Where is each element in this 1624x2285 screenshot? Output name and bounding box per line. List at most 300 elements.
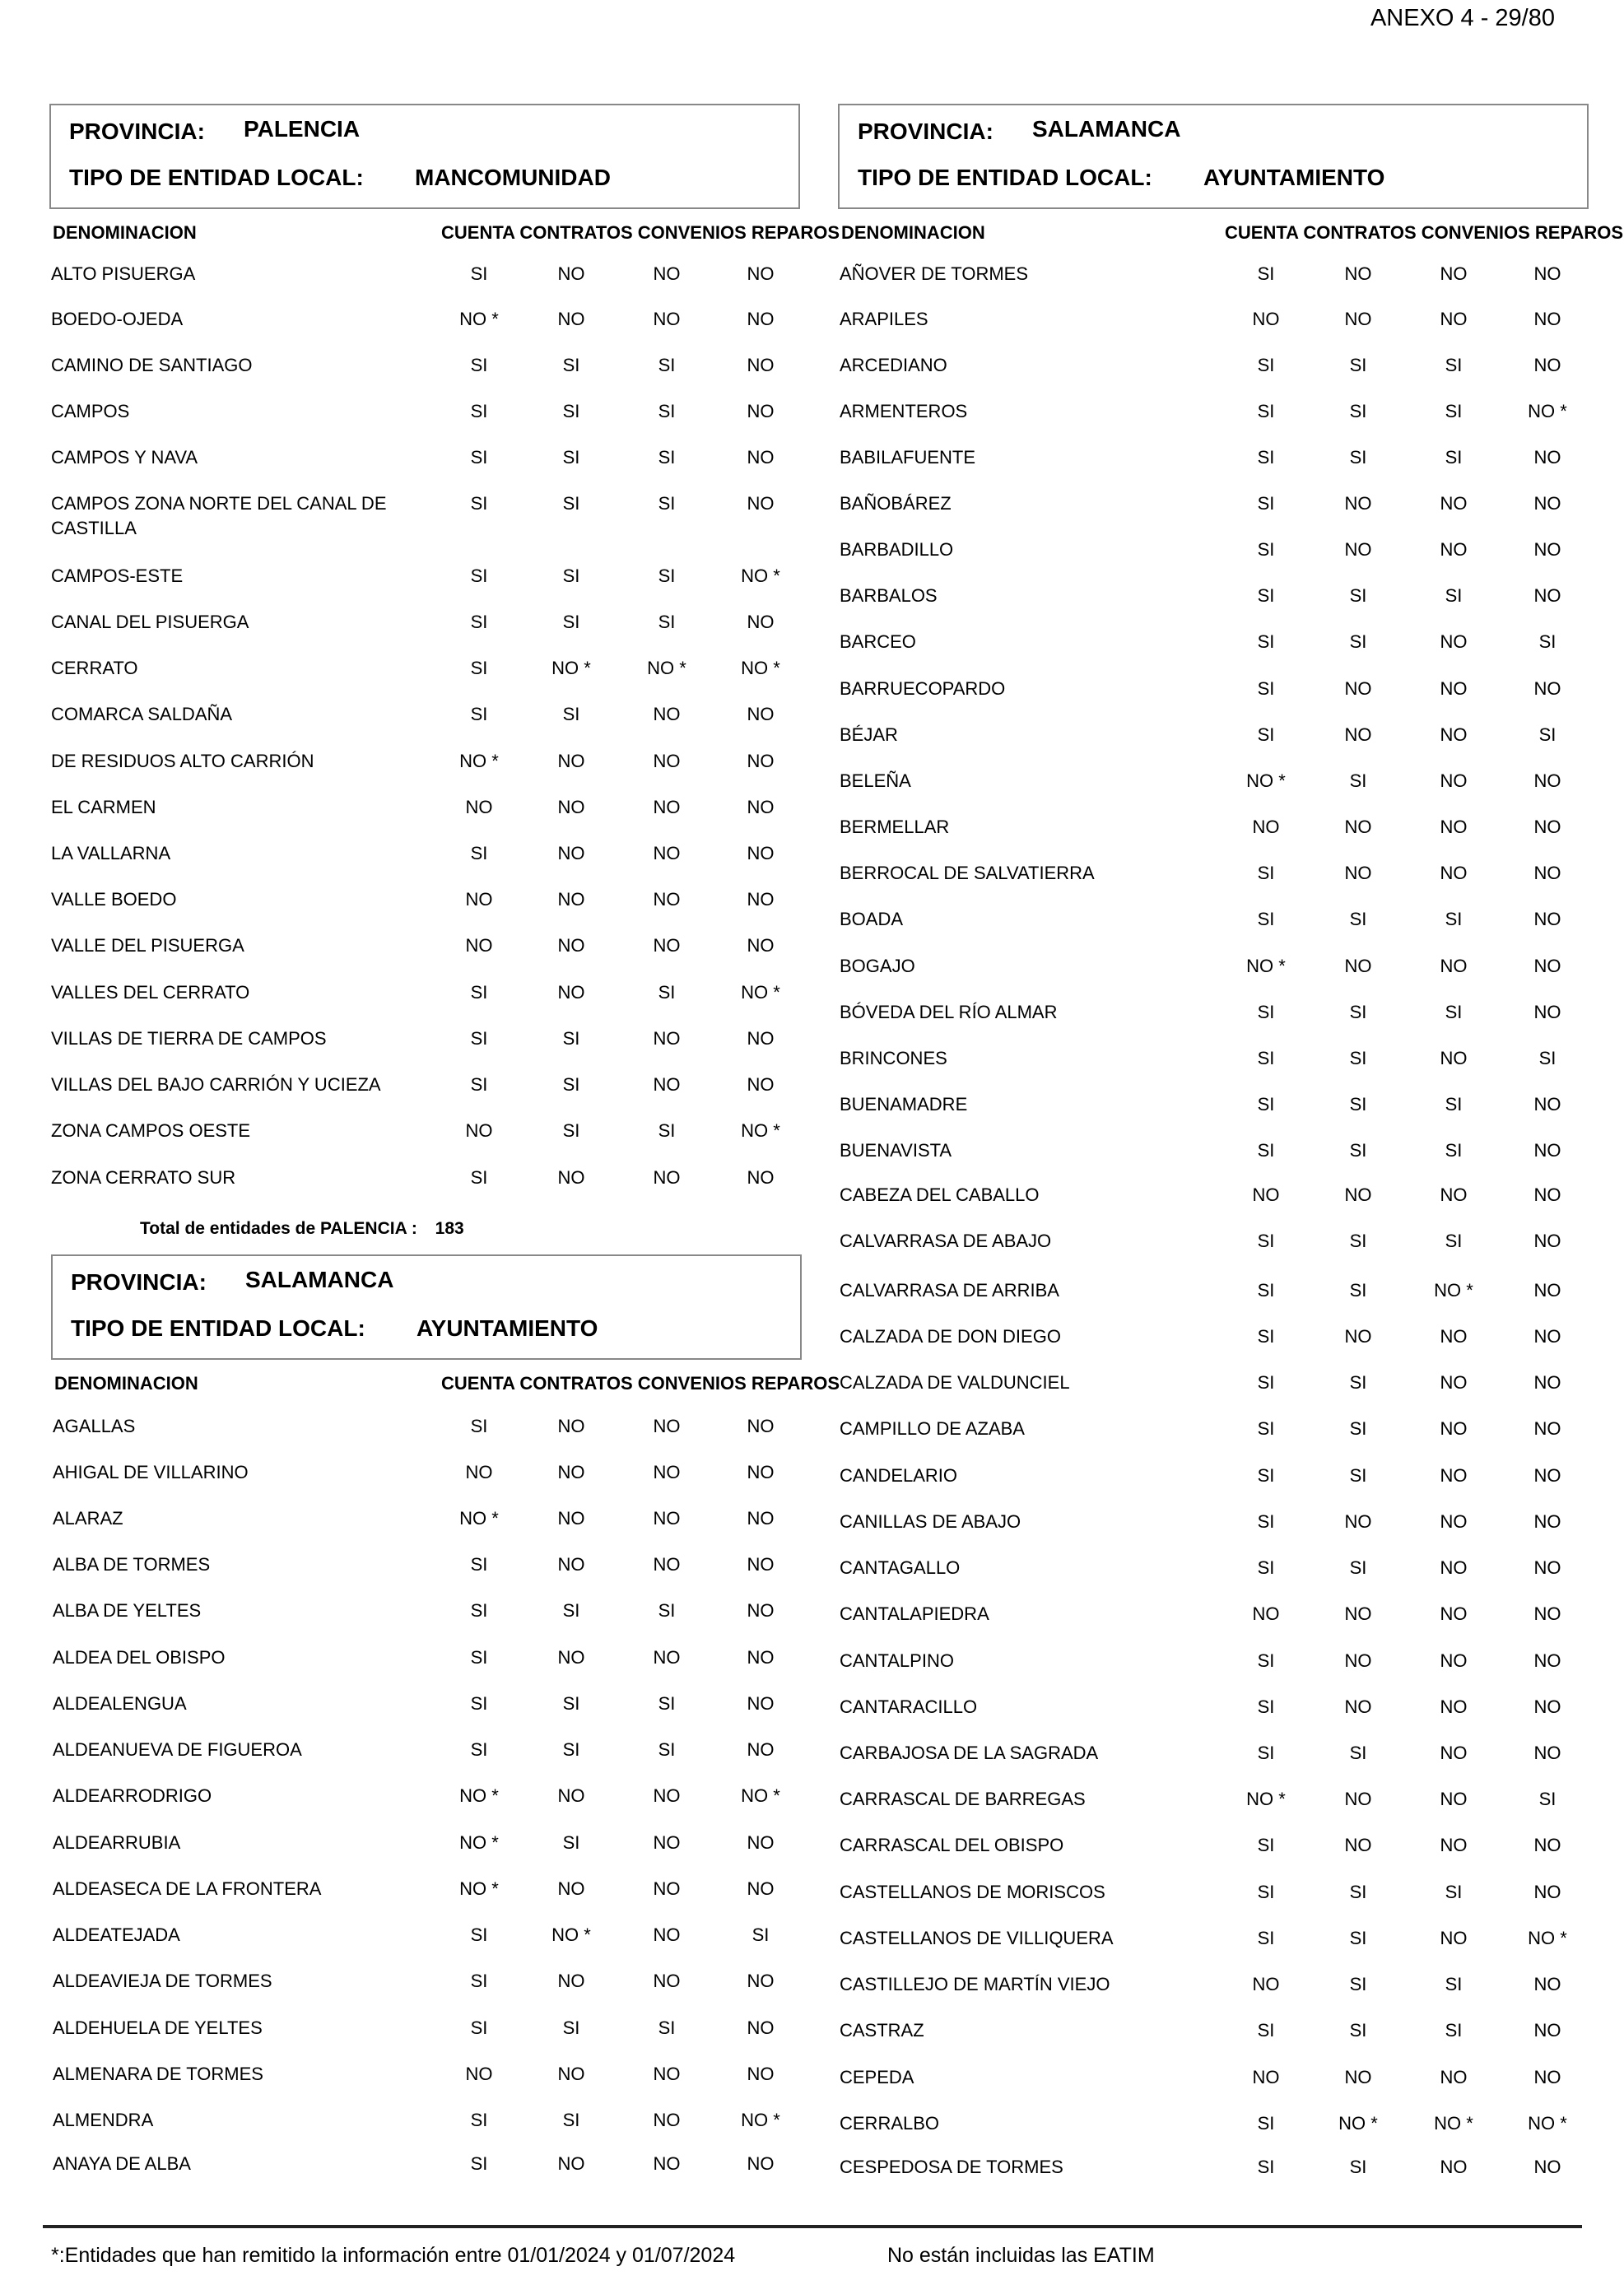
entity-name: CEPEDA bbox=[840, 2067, 914, 2087]
reparos-cell: NO bbox=[1533, 1231, 1561, 1251]
reparos-cell: NO bbox=[1533, 2067, 1561, 2087]
reparos-cell: NO bbox=[1533, 1511, 1561, 1532]
contratos-cell: SI bbox=[1349, 1974, 1367, 1994]
cuenta-cell: SI bbox=[470, 1739, 488, 1760]
contratos-cell: NO bbox=[557, 1554, 585, 1575]
entity-name: AÑOVER DE TORMES bbox=[840, 263, 1029, 284]
reparos-cell: NO bbox=[747, 1739, 775, 1760]
cuenta-cell: SI bbox=[470, 612, 488, 632]
cuenta-cell: SI bbox=[1257, 1511, 1275, 1532]
reparos-cell: NO bbox=[1533, 1418, 1561, 1439]
convenios-cell: NO bbox=[653, 2153, 681, 2174]
convenios-cell: NO bbox=[1440, 1465, 1468, 1486]
cuenta-cell: SI bbox=[470, 982, 488, 1003]
reparos-cell: NO bbox=[1533, 2020, 1561, 2041]
convenios-cell: SI bbox=[1445, 1974, 1463, 1994]
reparos-cell: NO bbox=[747, 797, 775, 817]
reparos-cell: NO bbox=[747, 1074, 775, 1095]
reparos-cell: NO * bbox=[741, 1120, 780, 1141]
reparos-cell: NO bbox=[747, 401, 775, 421]
entity-name: BABILAFUENTE bbox=[840, 447, 976, 468]
contratos-cell: NO bbox=[1344, 1650, 1372, 1671]
entity-name: CAMPOS Y NAVA bbox=[51, 447, 198, 468]
contratos-cell: SI bbox=[562, 704, 580, 724]
reparos-cell: NO bbox=[1533, 1465, 1561, 1486]
entity-name: BÓVEDA DEL RÍO ALMAR bbox=[840, 1002, 1058, 1022]
cuenta-cell: SI bbox=[1257, 631, 1275, 652]
contratos-cell: SI bbox=[1349, 1094, 1367, 1115]
contratos-cell: NO * bbox=[551, 1924, 591, 1945]
contratos-cell: SI bbox=[1349, 1743, 1367, 1763]
reparos-cell: NO bbox=[747, 2064, 775, 2084]
entity-name: CANILLAS DE ABAJO bbox=[840, 1511, 1021, 1532]
entity-name: VALLES DEL CERRATO bbox=[51, 982, 250, 1003]
contratos-cell: SI bbox=[1349, 2020, 1367, 2041]
reparos-cell: NO bbox=[747, 1600, 775, 1621]
contratos-cell: NO bbox=[557, 2153, 585, 2174]
contratos-cell: SI bbox=[562, 1693, 580, 1714]
entity-name: BÉJAR bbox=[840, 724, 898, 745]
tipo-entidad-label: TIPO DE ENTIDAD LOCAL: bbox=[858, 165, 1152, 190]
reparos-cell: NO bbox=[1533, 1140, 1561, 1161]
cuenta-cell: NO * bbox=[1246, 1789, 1286, 1809]
entity-name: ALDEAVIEJA DE TORMES bbox=[53, 1971, 272, 1991]
reparos-cell: NO bbox=[1533, 1696, 1561, 1717]
entity-name: CAMPOS-ESTE bbox=[51, 565, 184, 586]
entity-name: CALVARRASA DE ARRIBA bbox=[840, 1280, 1059, 1301]
reparos-cell: NO bbox=[1533, 1835, 1561, 1855]
reparos-cell: NO bbox=[747, 1167, 775, 1188]
convenios-cell: NO bbox=[1440, 309, 1468, 329]
convenios-cell: NO bbox=[653, 935, 681, 956]
cuenta-cell: SI bbox=[470, 1971, 488, 1991]
cuenta-cell: SI bbox=[470, 704, 488, 724]
contratos-cell: SI bbox=[1349, 1231, 1367, 1251]
convenios-cell: NO bbox=[653, 797, 681, 817]
entity-name: CARRASCAL DE BARREGAS bbox=[840, 1789, 1086, 1809]
entity-name: BOADA bbox=[840, 909, 904, 929]
contratos-cell: NO bbox=[1344, 1789, 1372, 1809]
reparos-cell: NO bbox=[747, 1878, 775, 1899]
entity-name: BARCEO bbox=[840, 631, 916, 652]
convenios-cell: NO bbox=[1440, 1789, 1468, 1809]
contratos-cell: NO bbox=[557, 1416, 585, 1436]
entity-name: CARRASCAL DEL OBISPO bbox=[840, 1835, 1064, 1855]
reparos-cell: NO bbox=[747, 1028, 775, 1049]
reparos-cell: NO bbox=[1533, 863, 1561, 883]
convenios-cell: NO bbox=[1440, 1835, 1468, 1855]
reparos-cell: NO * bbox=[1528, 2113, 1567, 2134]
cuenta-cell: SI bbox=[470, 263, 488, 284]
convenios-cell: SI bbox=[658, 1739, 676, 1760]
entity-name: ZONA CAMPOS OESTE bbox=[51, 1120, 251, 1141]
entity-name: ALMENARA DE TORMES bbox=[53, 2064, 263, 2084]
section-header-box bbox=[51, 1254, 802, 1360]
cuenta-cell: SI bbox=[1257, 2113, 1275, 2134]
cuenta-cell: SI bbox=[470, 401, 488, 421]
cuenta-cell: NO bbox=[465, 2064, 493, 2084]
entity-name: CAMPOS ZONA NORTE DEL CANAL DE CASTILLA bbox=[51, 493, 387, 538]
cuenta-cell: SI bbox=[470, 1600, 488, 1621]
entity-name: CALZADA DE VALDUNCIEL bbox=[840, 1372, 1070, 1393]
contratos-cell: NO bbox=[557, 2064, 585, 2084]
provincia-label: PROVINCIA: bbox=[71, 1269, 207, 1295]
entity-name: ALDEARRUBIA bbox=[53, 1832, 181, 1853]
footer-rule bbox=[43, 2225, 1582, 2228]
cuenta-cell: SI bbox=[1257, 1882, 1275, 1902]
convenios-cell: NO bbox=[1440, 1743, 1468, 1763]
entity-name: CASTRAZ bbox=[840, 2020, 924, 2041]
contratos-cell: SI bbox=[1349, 1048, 1367, 1068]
entity-name: ALDEHUELA DE YELTES bbox=[53, 2017, 263, 2038]
contratos-cell: NO bbox=[557, 889, 585, 910]
contratos-cell: NO * bbox=[1338, 2113, 1378, 2134]
cuenta-cell: NO bbox=[1252, 309, 1280, 329]
cuenta-cell: SI bbox=[470, 1693, 488, 1714]
section-header-box bbox=[838, 104, 1589, 209]
denominacion-header: DENOMINACION bbox=[841, 222, 985, 243]
entity-name: VALLE BOEDO bbox=[51, 889, 177, 910]
cuenta-cell: SI bbox=[1257, 1140, 1275, 1161]
entity-name: BUENAVISTA bbox=[840, 1140, 952, 1161]
columns-header: CUENTA CONTRATOS CONVENIOS REPAROS bbox=[441, 222, 840, 243]
entity-name: CANTALAPIEDRA bbox=[840, 1603, 989, 1624]
entity-name: CALVARRASA DE ABAJO bbox=[840, 1231, 1052, 1251]
contratos-cell: SI bbox=[1349, 770, 1367, 791]
contratos-cell: NO bbox=[1344, 1603, 1372, 1624]
total-value: 183 bbox=[435, 1219, 464, 1238]
reparos-cell: NO * bbox=[1528, 401, 1567, 421]
cuenta-cell: SI bbox=[1257, 1743, 1275, 1763]
entity-name: CAMPOS bbox=[51, 401, 130, 421]
reparos-cell: NO bbox=[747, 751, 775, 771]
contratos-cell: SI bbox=[1349, 909, 1367, 929]
reparos-cell: NO bbox=[747, 1508, 775, 1529]
convenios-cell: NO bbox=[653, 1508, 681, 1529]
reparos-cell: NO bbox=[747, 309, 775, 329]
contratos-cell: SI bbox=[562, 1600, 580, 1621]
convenios-cell: NO bbox=[653, 704, 681, 724]
cuenta-cell: SI bbox=[1257, 2157, 1275, 2177]
contratos-cell: NO * bbox=[551, 658, 591, 678]
convenios-cell: NO bbox=[1440, 770, 1468, 791]
entity-name: AHIGAL DE VILLARINO bbox=[53, 1462, 249, 1482]
cuenta-cell: NO * bbox=[1246, 956, 1286, 976]
reparos-cell: NO bbox=[1533, 1603, 1561, 1624]
convenios-cell: SI bbox=[1445, 1231, 1463, 1251]
convenios-cell: SI bbox=[1445, 447, 1463, 468]
convenios-cell: NO * bbox=[1434, 1280, 1473, 1301]
reparos-cell: NO bbox=[1533, 493, 1561, 514]
convenios-cell: SI bbox=[1445, 1094, 1463, 1115]
entity-name: ZONA CERRATO SUR bbox=[51, 1167, 236, 1188]
convenios-cell: NO bbox=[1440, 1418, 1468, 1439]
entity-name: CABEZA DEL CABALLO bbox=[840, 1184, 1040, 1205]
contratos-cell: NO bbox=[1344, 1511, 1372, 1532]
reparos-cell: NO bbox=[747, 355, 775, 375]
convenios-cell: SI bbox=[658, 1600, 676, 1621]
cuenta-cell: NO bbox=[1252, 817, 1280, 837]
section-header-box bbox=[49, 104, 800, 209]
convenios-cell: SI bbox=[658, 612, 676, 632]
provincia-value: SALAMANCA bbox=[1032, 116, 1181, 142]
entity-name: AGALLAS bbox=[53, 1416, 136, 1436]
convenios-cell: NO bbox=[1440, 1326, 1468, 1347]
convenios-cell: NO bbox=[1440, 817, 1468, 837]
convenios-cell: NO bbox=[1440, 2157, 1468, 2177]
cuenta-cell: NO bbox=[465, 889, 493, 910]
entity-name: CASTELLANOS DE VILLIQUERA bbox=[840, 1928, 1114, 1948]
contratos-cell: SI bbox=[1349, 447, 1367, 468]
footer-eatim: No están incluidas las EATIM bbox=[887, 2244, 1155, 2267]
cuenta-cell: NO * bbox=[459, 309, 499, 329]
entity-name: CERRATO bbox=[51, 658, 138, 678]
contratos-cell: NO bbox=[1344, 309, 1372, 329]
reparos-cell: NO bbox=[1533, 1557, 1561, 1578]
reparos-cell: NO bbox=[1533, 1372, 1561, 1393]
convenios-cell: SI bbox=[658, 355, 676, 375]
entity-name: BERROCAL DE SALVATIERRA bbox=[840, 863, 1095, 883]
cuenta-cell: SI bbox=[1257, 1557, 1275, 1578]
reparos-cell: NO * bbox=[741, 658, 780, 678]
convenios-cell: SI bbox=[1445, 909, 1463, 929]
reparos-cell: NO bbox=[747, 889, 775, 910]
denominacion-header: DENOMINACION bbox=[53, 222, 197, 243]
reparos-cell: NO bbox=[747, 935, 775, 956]
contratos-cell: NO bbox=[557, 1785, 585, 1806]
contratos-cell: SI bbox=[562, 612, 580, 632]
entity-name: CARBAJOSA DE LA SAGRADA bbox=[840, 1743, 1099, 1763]
reparos-cell: NO bbox=[747, 1554, 775, 1575]
contratos-cell: SI bbox=[562, 1028, 580, 1049]
convenios-cell: SI bbox=[1445, 1140, 1463, 1161]
reparos-cell: NO bbox=[1533, 1974, 1561, 1994]
contratos-cell: NO bbox=[1344, 724, 1372, 745]
tipo-entidad-value: AYUNTAMIENTO bbox=[416, 1315, 598, 1341]
reparos-cell: NO bbox=[747, 1647, 775, 1668]
contratos-cell: SI bbox=[1349, 1882, 1367, 1902]
tipo-entidad-value: MANCOMUNIDAD bbox=[415, 165, 611, 190]
convenios-cell: SI bbox=[658, 1693, 676, 1714]
reparos-cell: NO bbox=[747, 263, 775, 284]
entity-name: ALDEANUEVA DE FIGUEROA bbox=[53, 1739, 302, 1760]
entity-name: ALBA DE TORMES bbox=[53, 1554, 211, 1575]
entity-name: BARBADILLO bbox=[840, 539, 954, 560]
entity-name: BOGAJO bbox=[840, 956, 915, 976]
cuenta-cell: SI bbox=[470, 355, 488, 375]
convenios-cell: NO bbox=[653, 1878, 681, 1899]
reparos-cell: NO bbox=[1533, 1326, 1561, 1347]
contratos-cell: SI bbox=[1349, 2157, 1367, 2177]
convenios-cell: NO bbox=[1440, 1557, 1468, 1578]
convenios-cell: NO bbox=[1440, 1928, 1468, 1948]
cuenta-cell: SI bbox=[1257, 1094, 1275, 1115]
contratos-cell: SI bbox=[1349, 1465, 1367, 1486]
entity-name: ARMENTEROS bbox=[840, 401, 968, 421]
reparos-cell: NO bbox=[1533, 909, 1561, 929]
contratos-cell: SI bbox=[1349, 355, 1367, 375]
contratos-cell: SI bbox=[1349, 1140, 1367, 1161]
contratos-cell: SI bbox=[562, 2110, 580, 2130]
cuenta-cell: NO bbox=[1252, 1184, 1280, 1205]
reparos-cell: NO bbox=[1533, 1002, 1561, 1022]
cuenta-cell: SI bbox=[1257, 1418, 1275, 1439]
entity-name: ALDEASECA DE LA FRONTERA bbox=[53, 1878, 322, 1899]
contratos-cell: SI bbox=[1349, 1372, 1367, 1393]
convenios-cell: SI bbox=[658, 493, 676, 514]
cuenta-cell: SI bbox=[470, 843, 488, 863]
convenios-cell: NO bbox=[1440, 863, 1468, 883]
convenios-cell: NO bbox=[1440, 263, 1468, 284]
entity-name: CAMPILLO DE AZABA bbox=[840, 1418, 1025, 1439]
entity-name: CANTAGALLO bbox=[840, 1557, 961, 1578]
convenios-cell: SI bbox=[1445, 1002, 1463, 1022]
entity-name: VALLE DEL PISUERGA bbox=[51, 935, 244, 956]
entity-name: CANTARACILLO bbox=[840, 1696, 978, 1717]
reparos-cell: SI bbox=[1538, 1789, 1557, 1809]
convenios-cell: NO bbox=[1440, 493, 1468, 514]
convenios-cell: NO bbox=[653, 751, 681, 771]
entity-name: DE RESIDUOS ALTO CARRIÓN bbox=[51, 751, 314, 771]
total-palencia bbox=[140, 1219, 464, 1239]
entity-name: ALTO PISUERGA bbox=[51, 263, 196, 284]
convenios-cell: NO bbox=[653, 1971, 681, 1991]
tipo-entidad-value: AYUNTAMIENTO bbox=[1203, 165, 1385, 190]
convenios-cell: NO bbox=[1440, 1184, 1468, 1205]
convenios-cell: SI bbox=[658, 565, 676, 586]
convenios-cell: NO bbox=[653, 1416, 681, 1436]
convenios-cell: NO bbox=[653, 2064, 681, 2084]
contratos-cell: SI bbox=[1349, 1418, 1367, 1439]
entity-name: ARAPILES bbox=[840, 309, 928, 329]
contratos-cell: NO bbox=[557, 1878, 585, 1899]
entity-name: EL CARMEN bbox=[51, 797, 156, 817]
provincia-value: SALAMANCA bbox=[245, 1267, 394, 1292]
convenios-cell: NO bbox=[1440, 678, 1468, 699]
reparos-cell: NO bbox=[1533, 539, 1561, 560]
page-number: ANEXO 4 - 29/80 bbox=[1370, 5, 1555, 31]
cuenta-cell: NO * bbox=[459, 1785, 499, 1806]
entity-name: BARBALOS bbox=[840, 585, 938, 606]
cuenta-cell: SI bbox=[470, 1924, 488, 1945]
convenios-cell: NO bbox=[653, 309, 681, 329]
reparos-cell: NO bbox=[1533, 2157, 1561, 2177]
cuenta-cell: SI bbox=[1257, 1326, 1275, 1347]
entity-name: ALDEARRODRIGO bbox=[53, 1785, 212, 1806]
reparos-cell: SI bbox=[1538, 724, 1557, 745]
entity-name: BARRUECOPARDO bbox=[840, 678, 1006, 699]
cuenta-cell: SI bbox=[1257, 1928, 1275, 1948]
convenios-cell: NO bbox=[1440, 2067, 1468, 2087]
convenios-cell: NO bbox=[1440, 631, 1468, 652]
contratos-cell: NO bbox=[557, 309, 585, 329]
cuenta-cell: SI bbox=[470, 1647, 488, 1668]
convenios-cell: SI bbox=[1445, 355, 1463, 375]
cuenta-cell: SI bbox=[470, 2017, 488, 2038]
contratos-cell: SI bbox=[562, 565, 580, 586]
reparos-cell: NO * bbox=[1528, 1928, 1567, 1948]
convenios-cell: NO bbox=[1440, 1048, 1468, 1068]
reparos-cell: NO bbox=[747, 843, 775, 863]
contratos-cell: SI bbox=[562, 1120, 580, 1141]
provincia-label: PROVINCIA: bbox=[858, 119, 993, 144]
reparos-cell: NO bbox=[1533, 770, 1561, 791]
reparos-cell: NO bbox=[1533, 309, 1561, 329]
convenios-cell: SI bbox=[1445, 401, 1463, 421]
cuenta-cell: SI bbox=[1257, 1048, 1275, 1068]
reparos-cell: NO * bbox=[741, 982, 780, 1003]
entity-name: CESPEDOSA DE TORMES bbox=[840, 2157, 1063, 2177]
provincia-label: PROVINCIA: bbox=[69, 119, 205, 144]
convenios-cell: NO bbox=[653, 1647, 681, 1668]
entity-name: ARCEDIANO bbox=[840, 355, 947, 375]
entity-name: CASTELLANOS DE MORISCOS bbox=[840, 1882, 1105, 1902]
cuenta-cell: SI bbox=[470, 2153, 488, 2174]
cuenta-cell: SI bbox=[1257, 1465, 1275, 1486]
convenios-cell: NO bbox=[1440, 1696, 1468, 1717]
provincia-value: PALENCIA bbox=[244, 116, 361, 142]
contratos-cell: NO bbox=[557, 797, 585, 817]
entity-name: CAMINO DE SANTIAGO bbox=[51, 355, 253, 375]
convenios-cell: NO bbox=[1440, 956, 1468, 976]
convenios-cell: NO bbox=[653, 2110, 681, 2130]
reparos-cell: NO bbox=[1533, 263, 1561, 284]
contratos-cell: SI bbox=[1349, 1557, 1367, 1578]
cuenta-cell: NO * bbox=[459, 1508, 499, 1529]
convenios-cell: NO bbox=[1440, 1372, 1468, 1393]
convenios-cell: NO bbox=[653, 1462, 681, 1482]
cuenta-cell: SI bbox=[1257, 447, 1275, 468]
convenios-cell: NO bbox=[653, 1832, 681, 1853]
entity-name: LA VALLARNA bbox=[51, 843, 171, 863]
contratos-cell: NO bbox=[557, 982, 585, 1003]
entity-name: ANAYA DE ALBA bbox=[53, 2153, 191, 2174]
contratos-cell: SI bbox=[562, 2017, 580, 2038]
reparos-cell: NO bbox=[1533, 956, 1561, 976]
convenios-cell: NO * bbox=[647, 658, 686, 678]
convenios-cell: SI bbox=[1445, 1882, 1463, 1902]
cuenta-cell: SI bbox=[1257, 263, 1275, 284]
cuenta-cell: SI bbox=[1257, 724, 1275, 745]
cuenta-cell: SI bbox=[1257, 401, 1275, 421]
reparos-cell: NO bbox=[747, 447, 775, 468]
contratos-cell: SI bbox=[562, 1074, 580, 1095]
cuenta-cell: SI bbox=[1257, 1650, 1275, 1671]
contratos-cell: NO bbox=[557, 1508, 585, 1529]
cuenta-cell: NO bbox=[465, 935, 493, 956]
convenios-cell: NO bbox=[653, 1554, 681, 1575]
contratos-cell: NO bbox=[557, 1167, 585, 1188]
contratos-cell: SI bbox=[562, 1739, 580, 1760]
cuenta-cell: SI bbox=[470, 447, 488, 468]
contratos-cell: NO bbox=[1344, 1326, 1372, 1347]
reparos-cell: NO bbox=[747, 612, 775, 632]
contratos-cell: SI bbox=[1349, 585, 1367, 606]
convenios-cell: SI bbox=[1445, 2020, 1463, 2041]
cuenta-cell: SI bbox=[470, 565, 488, 586]
entity-name: BELEÑA bbox=[840, 770, 911, 791]
cuenta-cell: NO bbox=[465, 1462, 493, 1482]
reparos-cell: NO * bbox=[741, 565, 780, 586]
cuenta-cell: SI bbox=[470, 2110, 488, 2130]
reparos-cell: NO bbox=[1533, 1280, 1561, 1301]
entity-name: CALZADA DE DON DIEGO bbox=[840, 1326, 1061, 1347]
entity-name: BRINCONES bbox=[840, 1048, 947, 1068]
reparos-cell: NO bbox=[747, 2153, 775, 2174]
convenios-cell: SI bbox=[658, 401, 676, 421]
convenios-cell: NO bbox=[653, 1028, 681, 1049]
cuenta-cell: SI bbox=[1257, 1696, 1275, 1717]
